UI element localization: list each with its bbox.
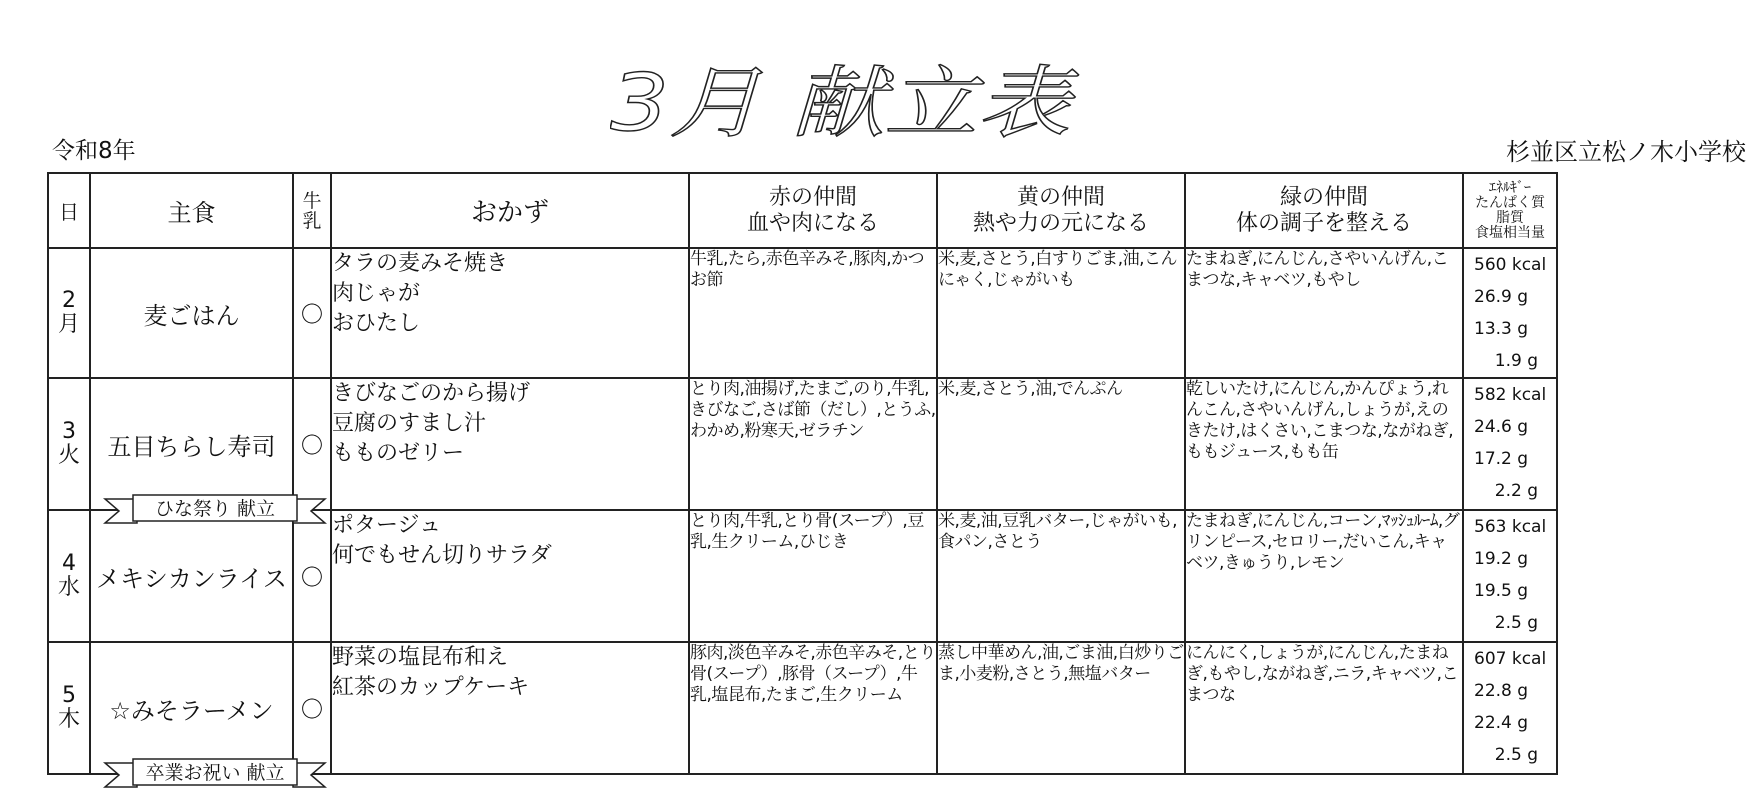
- page-title: [610, 50, 1090, 150]
- col-red: [689, 173, 937, 248]
- day-cell: [48, 378, 90, 510]
- red-group-cell: 豚肉,淡色辛みそ,赤色辛みそ,とり骨(スープ）,豚骨（スープ）,牛乳,塩昆布,たまご,生クリーム: [689, 642, 937, 774]
- salt-value: 2.5 g: [1494, 613, 1538, 633]
- col-milk: [293, 173, 331, 248]
- day-weekday: 水: [57, 575, 80, 600]
- okazu-item: ポタージュ: [332, 513, 442, 538]
- green-group-cell: 乾しいたけ,にんじん,かんぴょう,れんこん,さやいんげん,しょうが,えのきたけ,はくさい,こまつな,ながねぎ,ももジュース,もも缶: [1185, 378, 1463, 510]
- milk-mark: 〇: [293, 248, 331, 378]
- col-okazu: おかず: [331, 173, 689, 248]
- era-year: 令和8年: [52, 138, 136, 164]
- okazu-item: タラの麦みそ焼き: [332, 251, 509, 276]
- yellow-group-cell: 米,麦,油,豆乳バター,じゃがいも,食パン,さとう: [937, 510, 1185, 642]
- col-day: 日: [48, 173, 90, 248]
- col-milk-label: 牛乳: [302, 189, 322, 232]
- day-cell: [48, 510, 90, 642]
- day-number: 4: [62, 551, 76, 576]
- day-weekday: 木: [57, 707, 80, 732]
- energy-value: 560 kcal: [1474, 255, 1547, 275]
- okazu-item: 何でもせん切りサラダ: [332, 543, 552, 568]
- main-dish: メキシカンライス: [96, 564, 287, 593]
- col-main: 主食: [90, 173, 293, 248]
- yellow-group-cell: 米,麦,さとう,油,でんぷん: [937, 378, 1185, 510]
- menu-table: [47, 172, 1558, 784]
- okazu-item: 肉じゃが: [332, 281, 421, 306]
- fat-value: 22.4 g: [1474, 713, 1529, 733]
- col-nutrition: [1463, 173, 1557, 248]
- green-group-cell: にんにく,しょうが,にんじん,たまねぎ,もやし,ながねぎ,ニラ,キャベツ,こまつな: [1185, 642, 1463, 774]
- salt-value: 2.2 g: [1494, 481, 1538, 501]
- menu-row: [48, 378, 1557, 510]
- col-yellow-sub: 熱や力の元になる: [972, 210, 1149, 236]
- day-weekday: 火: [57, 443, 80, 468]
- col-nutri-energy: ｴﾈﾙｷﾞｰ: [1489, 179, 1531, 196]
- day-number: 2: [62, 288, 76, 313]
- main-dish-cell: [90, 510, 293, 642]
- col-green-title: 緑の仲間: [1279, 184, 1368, 210]
- day-number: 3: [62, 419, 76, 444]
- main-dish: ☆みそラーメン: [109, 696, 274, 725]
- col-nutri-fat: 脂質: [1496, 209, 1524, 226]
- protein-value: 24.6 g: [1474, 417, 1529, 437]
- green-group-cell: たまねぎ,にんじん,コーン,ﾏｯｼｭﾙｰﾑ,グリンピース,セロリー,だいこん,キャベツ,きゅうり,レモン: [1185, 510, 1463, 642]
- protein-value: 22.8 g: [1474, 681, 1529, 701]
- col-nutri-protein: たんぱく質: [1475, 194, 1545, 211]
- red-group-cell: とり肉,牛乳,とり骨(スープ）,豆乳,生クリーム,ひじき: [689, 510, 937, 642]
- school-name: 杉並区立松ノ木小学校: [1506, 138, 1746, 166]
- col-red-sub: 血や肉になる: [746, 210, 879, 236]
- col-green: [1185, 173, 1463, 248]
- yellow-group-cell: 米,麦,さとう,白すりごま,油,こんにゃく,じゃがいも: [937, 248, 1185, 378]
- col-green-sub: 体の調子を整える: [1235, 210, 1412, 236]
- fat-value: 19.5 g: [1474, 581, 1529, 601]
- nutrition-cell: [1463, 642, 1557, 774]
- col-nutri-salt: 食塩相当量: [1475, 224, 1545, 241]
- col-yellow-title: 黄の仲間: [1016, 184, 1105, 210]
- energy-value: 563 kcal: [1474, 517, 1547, 537]
- nutrition-cell: [1463, 248, 1557, 378]
- menu-row: [48, 642, 1557, 774]
- okazu-cell: [331, 378, 689, 510]
- col-yellow: [937, 173, 1185, 248]
- header-row: [48, 173, 1557, 248]
- okazu-item: もものゼリー: [332, 441, 465, 466]
- main-dish: 麦ごはん: [143, 301, 240, 330]
- day-cell: [48, 248, 90, 378]
- day-weekday: 月: [57, 312, 80, 337]
- okazu-cell: [331, 642, 689, 774]
- green-group-cell: たまねぎ,にんじん,さやいんげん,こまつな,キャベツ,もやし: [1185, 248, 1463, 378]
- main-dish-cell: [90, 378, 293, 520]
- salt-value: 2.5 g: [1494, 745, 1538, 765]
- fat-value: 13.3 g: [1474, 319, 1529, 339]
- fat-value: 17.2 g: [1474, 449, 1529, 469]
- energy-value: 582 kcal: [1474, 385, 1547, 405]
- okazu-cell: [331, 510, 689, 642]
- event-banner: [103, 757, 327, 791]
- red-group-cell: とり肉,油揚げ,たまご,のり,牛乳,きびなご,さば節（だし）,とうふ,わかめ,粉寒天,ゼラチン: [689, 378, 937, 510]
- protein-value: 26.9 g: [1474, 287, 1529, 307]
- col-red-title: 赤の仲間: [768, 184, 857, 210]
- event-banner-label: 卒業お祝い 献立: [145, 762, 285, 784]
- event-banner-label: ひな祭り 献立: [154, 498, 276, 520]
- red-group-cell: 牛乳,たら,赤色辛みそ,豚肉,かつお節: [689, 248, 937, 378]
- main-dish-cell: [90, 248, 293, 378]
- day-number: 5: [62, 683, 76, 708]
- milk-mark: 〇: [293, 378, 331, 510]
- main-dish-cell: [90, 642, 293, 784]
- salt-value: 1.9 g: [1494, 351, 1538, 371]
- yellow-group-cell: 蒸し中華めん,油,ごま油,白炒りごま,小麦粉,さとう,無塩バター: [937, 642, 1185, 774]
- milk-mark: 〇: [293, 642, 331, 774]
- menu-row: [48, 510, 1557, 642]
- nutrition-cell: [1463, 510, 1557, 642]
- main-dish: 五目ちらし寿司: [107, 432, 276, 461]
- okazu-item: 紅茶のカップケーキ: [332, 675, 530, 700]
- okazu-item: きびなごのから揚げ: [332, 381, 531, 406]
- nutrition-cell: [1463, 378, 1557, 510]
- page-title-text: 3月 献立表: [610, 59, 1080, 149]
- okazu-item: 野菜の塩昆布和え: [332, 645, 509, 670]
- day-cell: [48, 642, 90, 774]
- protein-value: 19.2 g: [1474, 549, 1529, 569]
- okazu-item: 豆腐のすまし汁: [332, 411, 487, 436]
- menu-row: [48, 248, 1557, 378]
- energy-value: 607 kcal: [1474, 649, 1547, 669]
- milk-mark: 〇: [293, 510, 331, 642]
- okazu-item: おひたし: [332, 311, 421, 336]
- okazu-cell: [331, 248, 689, 378]
